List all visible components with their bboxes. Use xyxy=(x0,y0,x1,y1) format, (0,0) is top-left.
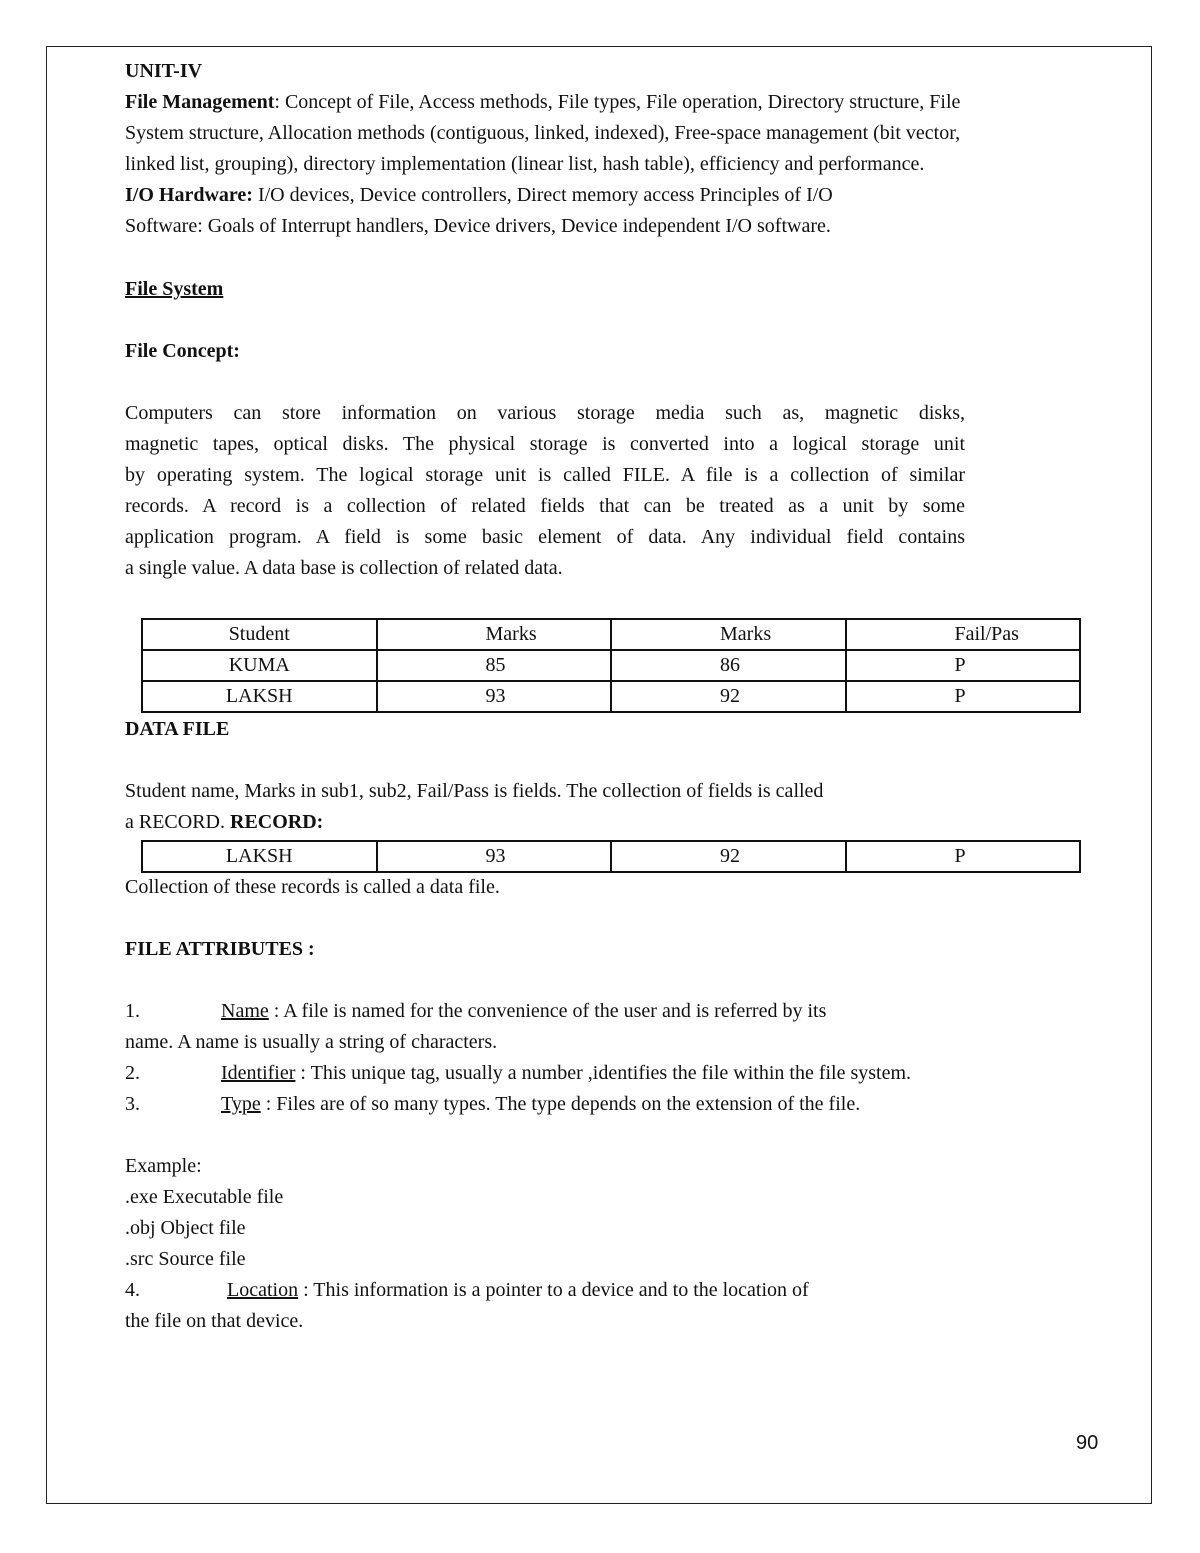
attribute-location-continued: the file on that device. xyxy=(125,1310,304,1332)
file-management-line-1 xyxy=(125,87,960,118)
attribute-identifier-label: Identifier xyxy=(221,1062,296,1084)
table-cell: 86 xyxy=(611,650,846,681)
list-number: 4. xyxy=(125,1279,140,1301)
attribute-type xyxy=(125,1089,860,1120)
record-table xyxy=(141,840,1081,873)
table-header-row xyxy=(142,619,1080,650)
concept-line-6: a single value. A data base is collection of related data. xyxy=(125,557,563,579)
table-header-cell: Marks xyxy=(611,619,846,650)
concept-line-1: Computers can store information on various storage media such as, magnetic disks, xyxy=(125,402,965,424)
example-item: .obj Object file xyxy=(125,1217,246,1239)
example-label: Example: xyxy=(125,1155,202,1177)
concept-line-3: by operating system. The logical storage unit is called FILE. A file is a collection of similar xyxy=(125,464,965,486)
page-number: 90 xyxy=(1076,1432,1099,1454)
data-file-label: DATA FILE xyxy=(125,718,230,740)
io-hardware-text: I/O devices, Device controllers, Direct memory access Principles of I/O xyxy=(252,184,833,206)
io-hardware-line-1 xyxy=(125,180,833,211)
io-hardware-label: I/O Hardware: xyxy=(125,184,253,206)
list-number: 1. xyxy=(125,1000,140,1022)
concept-line-2: magnetic tapes, optical disks. The physical storage is converted into a logical storage unit xyxy=(125,433,965,455)
table-cell: LAKSH xyxy=(142,681,377,712)
table-cell: KUMA xyxy=(142,650,377,681)
concept-line-5: application program. A field is some basic element of data. Any individual field contains xyxy=(125,526,965,548)
record-text: a RECORD. xyxy=(125,811,230,833)
file-attributes-heading: FILE ATTRIBUTES : xyxy=(125,938,315,960)
table-row xyxy=(142,681,1080,712)
list-number: 2. xyxy=(125,1062,140,1084)
example-item: .exe Executable file xyxy=(125,1186,284,1208)
table-row xyxy=(142,841,1080,872)
attribute-location xyxy=(125,1275,809,1306)
file-system-heading: File System xyxy=(125,278,224,300)
attribute-name-label: Name xyxy=(221,1000,269,1022)
list-number: 3. xyxy=(125,1093,140,1115)
table-header-cell: Fail/Pas xyxy=(846,619,1081,650)
file-management-line-3: linked list, grouping), directory implementation (linear list, hash table), efficiency and performance. xyxy=(125,153,925,175)
table-cell: P xyxy=(846,841,1081,872)
file-concept-heading: File Concept: xyxy=(125,340,240,362)
table-header-cell: Student xyxy=(142,619,377,650)
table-row xyxy=(142,650,1080,681)
table-cell: LAKSH xyxy=(142,841,377,872)
record-label: RECORD: xyxy=(230,811,324,833)
file-management-text: : Concept of File, Access methods, File types, File operation, Directory structure, File xyxy=(274,91,961,113)
attribute-type-text: : Files are of so many types. The type depends on the extension of the file. xyxy=(260,1093,861,1115)
table-cell: 92 xyxy=(611,841,846,872)
table-cell: 93 xyxy=(377,681,612,712)
record-text-line-2 xyxy=(125,807,323,838)
unit-title: UNIT-IV xyxy=(125,60,203,82)
attribute-name-continued: name. A name is usually a string of characters. xyxy=(125,1031,498,1053)
table-cell: 85 xyxy=(377,650,612,681)
record-collection-text: Collection of these records is called a data file. xyxy=(125,876,500,898)
attribute-location-text: : This information is a pointer to a device and to the location of xyxy=(298,1279,809,1301)
attribute-location-label: Location xyxy=(227,1279,299,1301)
attribute-name-text: : A file is named for the convenience of the user and is referred by its xyxy=(268,1000,827,1022)
file-management-label: File Management xyxy=(125,91,275,113)
table-cell: P xyxy=(846,650,1081,681)
attribute-identifier-text: : This unique tag, usually a number ,identifies the file within the file system. xyxy=(295,1062,912,1084)
attribute-type-label: Type xyxy=(221,1093,261,1115)
record-text-line-1: Student name, Marks in sub1, sub2, Fail/Pass is fields. The collection of fields is called xyxy=(125,780,824,802)
attribute-name xyxy=(125,996,826,1027)
table-header-cell: Marks xyxy=(377,619,612,650)
table-cell: 92 xyxy=(611,681,846,712)
file-management-line-2: System structure, Allocation methods (contiguous, linked, indexed), Free-space management (bit vector, xyxy=(125,122,961,144)
attribute-identifier xyxy=(125,1058,911,1089)
table-cell: 93 xyxy=(377,841,612,872)
data-file-table xyxy=(141,618,1081,713)
table-cell: P xyxy=(846,681,1081,712)
concept-line-4: records. A record is a collection of related fields that can be treated as a unit by some xyxy=(125,495,965,517)
example-item: .src Source file xyxy=(125,1248,246,1270)
io-hardware-line-2: Software: Goals of Interrupt handlers, Device drivers, Device independent I/O software. xyxy=(125,215,831,237)
